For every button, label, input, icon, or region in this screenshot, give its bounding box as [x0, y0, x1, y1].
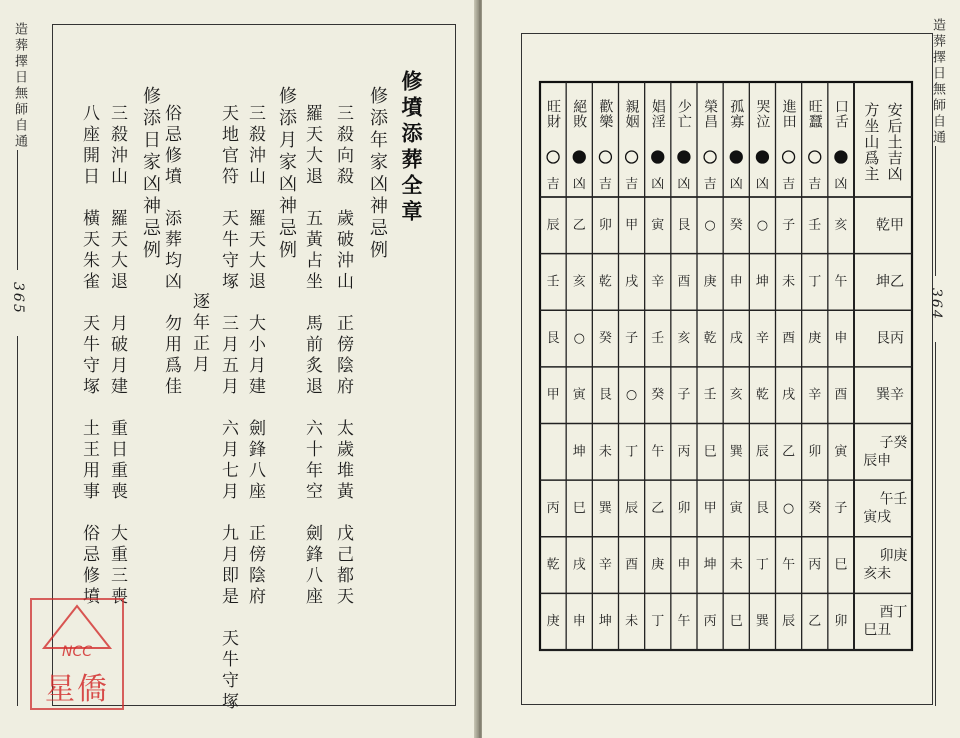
section-heading: 修添日家凶神忌例 [140, 86, 161, 262]
row-label: 午壬 [879, 491, 908, 508]
row-label: 寅戌 [863, 509, 892, 526]
page-number-left: 365 [10, 282, 26, 315]
table-cell: 寅 [572, 387, 586, 403]
table-cell: 卯 [677, 500, 691, 516]
table-cell: 癸 [808, 500, 822, 516]
table-cell: 乾 [598, 274, 612, 290]
table-cell: 戌 [572, 557, 586, 573]
table-cell: 子 [782, 217, 796, 233]
table-cell: 酉 [782, 331, 796, 347]
table-cell: 辛 [808, 387, 822, 403]
table-cell: 子 [834, 500, 848, 516]
table-cell: 巽 [598, 500, 612, 516]
table-cell: ○ [704, 217, 716, 233]
text-column: 逐年正月 [189, 292, 209, 376]
column-header: 娼淫 [649, 99, 666, 129]
table-cell: 午 [677, 614, 691, 630]
table-cell: 巳 [834, 557, 848, 573]
corner-header-2: 方坐山爲主 [862, 102, 881, 182]
row-label: 辰申 [863, 452, 892, 469]
luck-label: 吉 [625, 177, 639, 192]
table-cell: 亥 [572, 274, 586, 290]
table-cell: 癸 [651, 387, 665, 403]
table-cell: 壬 [703, 387, 717, 403]
table-cell: 寅 [651, 217, 665, 233]
table-cell: 亥 [834, 217, 848, 233]
left-page [0, 0, 478, 738]
table-cell: 丁 [808, 274, 822, 290]
table-cell: 未 [598, 444, 612, 460]
table-cell: 庚 [651, 557, 665, 573]
table-cell: 寅 [834, 444, 848, 460]
text-column: 俗忌修墳 添葬均凶 勿用爲佳 [161, 104, 181, 398]
table-cell: 坤 [598, 614, 612, 630]
table-cell: 酉 [625, 557, 639, 573]
table-cell: 丙 [546, 500, 560, 516]
column-header: 少亡 [675, 99, 692, 129]
table-cell: 庚 [808, 331, 822, 347]
publisher-stamp [30, 598, 124, 710]
column-header: 哭泣 [754, 99, 771, 129]
text-column: 羅天大退 五黃占坐 馬前炙退 六十年空 劍鋒八座 [302, 104, 322, 608]
auspicious-direction-table [482, 0, 960, 738]
row-label: 酉丁 [879, 604, 908, 621]
text-column: 天地官符 天牛守塚 三月五月 六月七月 九月即是 天牛守塚 [218, 104, 238, 713]
luck-label: 凶 [677, 177, 691, 192]
table-cell: 酉 [677, 274, 691, 290]
right-page [482, 0, 960, 738]
row-label: 子癸 [879, 434, 908, 451]
filled-circle-icon [573, 151, 585, 163]
table-cell: 辰 [546, 217, 560, 233]
section-heading: 修添年家凶神忌例 [367, 86, 388, 262]
table-cell: 乾 [546, 557, 560, 573]
row-label: 卯庚 [879, 548, 908, 565]
column-header: 親姻 [623, 99, 640, 129]
table-cell: 丁 [651, 614, 665, 630]
table-cell: 坤 [572, 444, 586, 460]
text-column: 八座開日 橫天朱雀 天牛守塚 土王用事 俗忌修墳 [79, 104, 99, 608]
column-header: 口舌 [832, 99, 849, 129]
table-cell: 乙 [651, 500, 665, 516]
table-cell: 庚 [546, 614, 560, 630]
hollow-circle-icon [599, 151, 611, 163]
luck-label: 吉 [808, 177, 822, 192]
table-cell: 卯 [808, 444, 822, 460]
text-column: 三殺沖山 羅天大退 月破月建 重日重喪 大重三喪 [107, 104, 127, 608]
chapter-title: 修墳添葬全章 [399, 70, 424, 226]
column-header: 榮昌 [702, 99, 719, 129]
filled-circle-icon [835, 151, 847, 163]
table-cell: ○ [625, 387, 638, 403]
table-cell: 艮 [755, 500, 769, 516]
luck-label: 吉 [782, 177, 796, 192]
table-cell: 乙 [572, 217, 586, 233]
table-cell: 坤 [703, 557, 717, 573]
table-cell: ○ [782, 500, 795, 516]
table-cell: 子 [625, 331, 639, 347]
table-cell: 卯 [834, 614, 848, 630]
running-title-left: 造葬擇日無師自通 [12, 22, 27, 150]
row-label: 乾甲 [875, 217, 904, 234]
table-cell: ○ [756, 217, 769, 233]
corner-header-1: 安后土吉凶 [885, 102, 904, 182]
table-cell: 坤 [755, 274, 769, 290]
table-cell: 子 [677, 387, 691, 403]
column-header: 絕敗 [571, 99, 588, 129]
table-cell: 未 [782, 274, 796, 290]
table-cell: 寅 [729, 500, 743, 516]
luck-label: 凶 [729, 177, 743, 192]
text-column: 三殺沖山 羅天大退 大小月建 劍鋒八座 正傍陰府 [245, 104, 265, 608]
filled-circle-icon [678, 151, 690, 163]
table-cell: 申 [677, 557, 691, 573]
table-cell: 壬 [808, 217, 822, 233]
table-cell: 庚 [703, 274, 717, 290]
table-cell: 辰 [755, 444, 769, 460]
table-cell: 巽 [755, 614, 769, 630]
table-cell: 巽 [729, 444, 743, 460]
table-cell: 午 [834, 274, 848, 290]
table-cell: 巳 [703, 444, 717, 460]
table-cell: 巳 [729, 614, 743, 630]
table-cell: 巳 [572, 500, 586, 516]
hollow-circle-icon [783, 151, 795, 163]
luck-label: 吉 [598, 177, 612, 192]
row-label: 巳丑 [863, 622, 892, 639]
luck-label: 凶 [651, 177, 665, 192]
table-cell: 未 [625, 614, 639, 630]
table-cell: 壬 [546, 274, 560, 290]
table-cell: 未 [729, 557, 743, 573]
table-cell: 亥 [677, 331, 691, 347]
table-cell: 戌 [782, 387, 796, 403]
table-cell: 艮 [598, 387, 612, 403]
table-cell: 壬 [651, 331, 665, 347]
table-cell: 辰 [625, 500, 639, 516]
table-cell: 艮 [677, 217, 691, 233]
table-cell: 辛 [598, 557, 612, 573]
filled-circle-icon [756, 151, 768, 163]
table-cell: 酉 [834, 387, 848, 403]
table-cell: 卯 [598, 217, 612, 233]
table-cell: 戌 [625, 274, 639, 290]
table-cell: 乙 [808, 614, 822, 630]
table-cell: 申 [729, 274, 743, 290]
column-header: 進田 [780, 99, 797, 129]
table-cell: 丁 [625, 444, 639, 460]
column-header: 旺蠶 [806, 99, 823, 129]
table-cell: 艮 [546, 331, 560, 347]
row-label: 巽辛 [875, 387, 904, 404]
table-cell: 丙 [808, 557, 822, 573]
table-cell: 乾 [755, 387, 769, 403]
text-column: 三殺向殺 歲破沖山 正傍陰府 太歲堆黃 戊己都天 [333, 104, 353, 608]
table-border [540, 82, 912, 650]
hollow-circle-icon [809, 151, 821, 163]
table-cell: 戌 [729, 331, 743, 347]
table-cell: 午 [782, 557, 796, 573]
section-heading: 修添月家凶神忌例 [276, 86, 297, 262]
row-label: 坤乙 [875, 273, 904, 290]
luck-label: 凶 [834, 177, 848, 192]
table-cell: 丁 [755, 557, 769, 573]
table-cell: 癸 [598, 331, 612, 347]
page-number-right: 364 [928, 288, 944, 321]
filled-circle-icon [730, 151, 742, 163]
row-label: 亥未 [863, 566, 892, 583]
table-cell: 丙 [677, 444, 691, 460]
side-rule-left-bottom [17, 336, 18, 706]
table-cell: ○ [573, 331, 585, 347]
table-cell: 甲 [625, 217, 639, 233]
table-cell: 丙 [703, 614, 717, 630]
hollow-circle-icon [547, 151, 559, 163]
table-cell: 亥 [729, 387, 743, 403]
table-cell: 申 [572, 614, 586, 630]
row-label: 艮丙 [875, 330, 904, 347]
table-cell: 申 [834, 331, 848, 347]
filled-circle-icon [652, 151, 664, 163]
table-cell: 辛 [755, 331, 769, 347]
hollow-circle-icon [626, 151, 638, 163]
table-cell: 乙 [782, 444, 796, 460]
table-cell: 午 [651, 444, 665, 460]
luck-label: 吉 [546, 177, 560, 192]
table-cell: 辛 [651, 274, 665, 290]
luck-label: 凶 [755, 177, 769, 192]
luck-label: 凶 [572, 177, 586, 192]
hollow-circle-icon [704, 151, 716, 163]
stamp-name: 星僑 [45, 672, 109, 707]
table-cell: 甲 [546, 387, 560, 403]
table-cell: 乾 [703, 331, 717, 347]
column-header: 旺財 [545, 99, 562, 129]
table-cell: 辰 [782, 614, 796, 630]
side-rule-left-top [17, 150, 18, 270]
column-header: 孤寡 [728, 99, 745, 129]
column-header: 歡樂 [597, 99, 614, 129]
luck-label: 吉 [703, 177, 717, 192]
table-cell: 癸 [729, 217, 743, 233]
table-cell: 甲 [703, 500, 717, 516]
stamp-ncc: NCC [61, 644, 93, 660]
running-title-right: 造葬擇日無師自通 [930, 18, 945, 146]
